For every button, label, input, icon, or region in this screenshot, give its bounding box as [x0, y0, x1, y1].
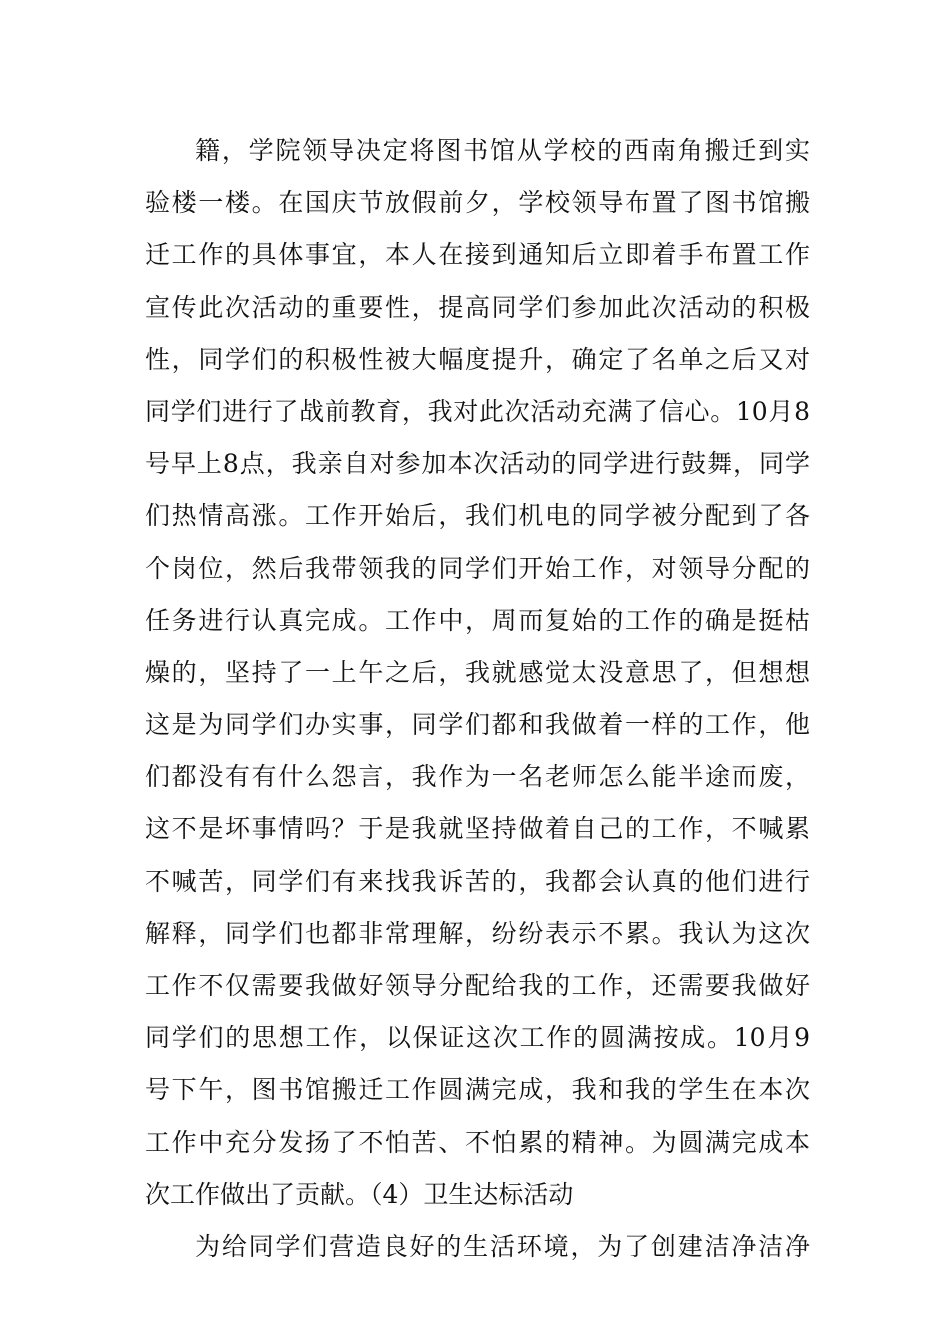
text-line: 籍，学院领导决定将图书馆从学校的西南角搬迁到实 [195, 136, 810, 165]
text-line: 为给同学们营造良好的生活环境，为了创建洁净洁净 [195, 1231, 810, 1261]
paragraph [145, 1221, 810, 1273]
text-line: 次工作做出了贡献。（4）卫生达标活动 [145, 1179, 574, 1209]
paragraph [145, 125, 810, 1221]
text-line: 验楼一楼。在国庆节放假前夕，学校领导布置了图书馆搬 [145, 188, 810, 218]
text-line: 号早上8点，我亲自对参加本次活动的同学进行鼓舞，同学 [145, 449, 810, 479]
text-line: 们热情高涨。工作开始后，我们机电的同学被分配到了各 [145, 501, 810, 531]
text-line: 工作不仅需要我做好领导分配给我的工作，还需要我做好 [145, 971, 810, 1000]
text-line: 宣传此次活动的重要性，提高同学们参加此次活动的积极 [145, 292, 810, 322]
text-line: 们都没有有什么怨言，我作为一名老师怎么能半途而废， [145, 762, 810, 792]
text-line: 同学们进行了战前教育，我对此次活动充满了信心。10月8 [145, 396, 810, 426]
body-text [145, 125, 810, 1273]
text-line: 工作中充分发扬了不怕苦、不怕累的精神。为圆满完成本 [145, 1127, 810, 1157]
text-line: 这是为同学们办实事，同学们都和我做着一样的工作，他 [145, 710, 810, 740]
text-line: 迁工作的具体事宜，本人在接到通知后立即着手布置工作 [145, 240, 810, 270]
text-line: 解释，同学们也都非常理解，纷纷表示不累。我认为这次 [145, 918, 810, 948]
text-line: 个岗位，然后我带领我的同学们开始工作，对领导分配的 [145, 553, 810, 583]
text-line: 任务进行认真完成。工作中，周而复始的工作的确是挺枯 [145, 605, 810, 635]
text-line: 这不是坏事情吗？于是我就坚持做着自己的工作，不喊累 [145, 814, 810, 844]
text-line: 燥的，坚持了一上午之后，我就感觉太没意思了，但想想 [145, 657, 810, 687]
text-line: 同学们的思想工作，以保证这次工作的圆满按成。10月9 [145, 1023, 810, 1053]
text-line: 不喊苦，同学们有来找我诉苦的，我都会认真的他们进行 [145, 866, 810, 896]
text-line: 号下午，图书馆搬迁工作圆满完成，我和我的学生在本次 [145, 1075, 810, 1105]
text-line: 性，同学们的积极性被大幅度提升，确定了名单之后又对 [145, 344, 810, 374]
